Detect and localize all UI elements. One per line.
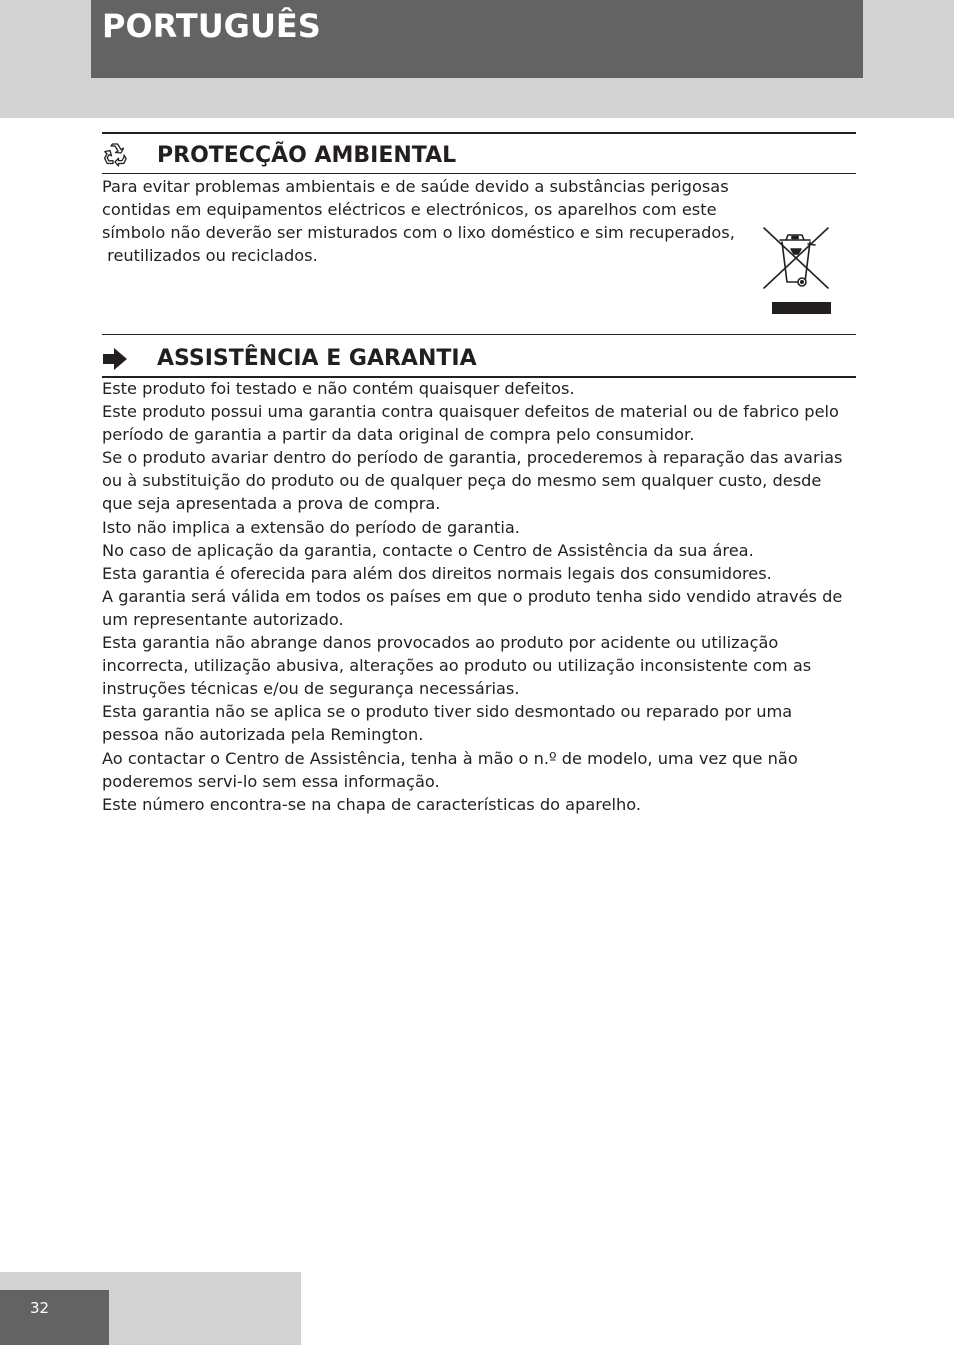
text-line: Este produto foi testado e não contém quaisquer defeitos. xyxy=(102,379,575,398)
environment-text xyxy=(102,175,752,267)
text-line: poderemos servi-lo sem essa informação. xyxy=(102,771,440,791)
warranty-text xyxy=(102,377,856,816)
environment-section xyxy=(102,132,856,322)
environment-title: PROTECÇÃO AMBIENTAL xyxy=(157,143,457,168)
warranty-title: ASSISTÊNCIA E GARANTIA xyxy=(157,346,477,371)
text-line: Esta garantia é oferecida para além dos direitos normais legais dos consumidores. xyxy=(102,563,772,583)
text-line: contidas em equipamentos eléctricos e electrónicos, os aparelhos com este xyxy=(102,200,717,220)
text-line: Para evitar problemas ambientais e de saúde devido a substâncias perigosas xyxy=(102,177,729,196)
warranty-heading xyxy=(102,334,856,378)
language-header xyxy=(91,0,863,78)
warranty-section xyxy=(102,334,856,816)
recycle-icon xyxy=(102,143,130,167)
environment-heading xyxy=(102,132,856,174)
text-line: reutilizados ou reciclados. xyxy=(102,246,318,266)
text-line: Esta garantia não se aplica se o produto tiver sido desmontado ou reparado por uma xyxy=(102,702,793,722)
text-line: símbolo não deverão ser misturados com o lixo doméstico e sim recuperados, xyxy=(102,223,735,243)
text-line: Se o produto avariar dentro do período de garantia, procederemos à reparação das avarias xyxy=(102,448,843,468)
text-line: incorrecta, utilização abusiva, alterações ao produto ou utilização inconsistente com as xyxy=(102,656,812,676)
text-line: que seja apresentada a prova de compra. xyxy=(102,494,441,514)
text-line: ou à substituição do produto ou de qualquer peça do mesmo sem qualquer custo, desde xyxy=(102,471,822,491)
page-number: 32 xyxy=(30,1299,50,1317)
text-line: Este número encontra-se na chapa de características do aparelho. xyxy=(102,794,642,814)
text-line: período de garantia a partir da data original de compra pelo consumidor. xyxy=(102,425,695,445)
text-line: instruções técnicas e/ou de segurança necessárias. xyxy=(102,679,520,699)
text-line: Esta garantia não abrange danos provocados ao produto por acidente ou utilização xyxy=(102,633,779,653)
text-line: A garantia será válida em todos os países em que o produto tenha sido vendido através de xyxy=(102,586,843,606)
text-line: pessoa não autorizada pela Remington. xyxy=(102,725,424,745)
text-line: Isto não implica a extensão do período de garantia. xyxy=(102,517,520,537)
crossed-out-wheelie-bin-icon xyxy=(758,224,834,316)
text-line: Este produto possui uma garantia contra quaisquer defeitos de material ou de fabrico pelo xyxy=(102,402,839,422)
text-line: um representante autorizado. xyxy=(102,609,344,629)
text-line: Ao contactar o Centro de Assistência, tenha à mão o n.º de modelo, uma vez que não xyxy=(102,748,798,768)
text-line: No caso de aplicação da garantia, contacte o Centro de Assistência da sua área. xyxy=(102,540,754,560)
arrow-right-icon xyxy=(102,347,130,371)
page-number-box xyxy=(0,1290,109,1345)
language-title: PORTUGUÊS xyxy=(102,7,321,45)
